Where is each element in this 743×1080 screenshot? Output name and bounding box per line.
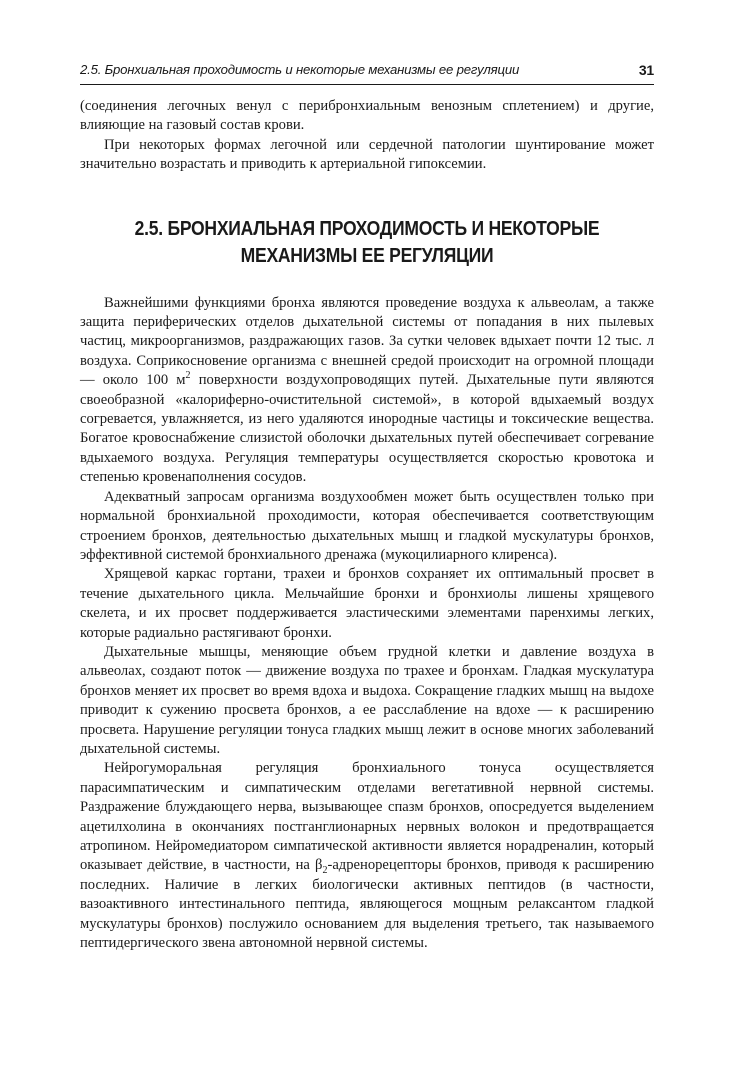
paragraph-3: Хрящевой каркас гортани, трахеи и бронхов сохраняет их оптимальный просвет в течение дыхательного цикла. Мельчайшие бронхи и бронхиолы лишены хрящевого скелета, и их просвет поддерживается эластическими элементами паренхимы легких, которые радиально растягивают бронхи. (80, 566, 654, 641)
running-head-title: 2.5. Бронхиальная проходимость и некоторые механизмы ее регуляции (80, 62, 520, 77)
section-body (80, 294, 654, 954)
paragraph-1-part-b: поверхности воздухопроводящих путей. Дыхательные пути являются своеобразной «калориферно-очистительной системой», в которой вдыхаемый воздух согревается, увлажняется, из него удаляются инородные частицы и токсические вещества. Богатое кровоснабжение слизистой оболочки дыхательных путей обеспечивает согревание вдыхаемого воздуха. Регуляция температуры осуществляется скоростью кровотока и степенью кровенаполнения сосудов. (80, 372, 654, 486)
section-heading-line-2: МЕХАНИЗМЫ ЕЕ РЕГУЛЯЦИИ (240, 244, 494, 267)
paragraph-5-part-a: Нейрогуморальная регуляция бронхиального тонуса осуществляется парасимпатическим и симпатическим отделами вегетативной нервной системы. Раздражение блуждающего нерва, вызывающее спазм бронхов, опосредуется выделением ацетилхолина в окончаниях постганглионарных нервных волокон и предотвращается атропином. Нейромедиатором симпатической активности является норадреналин, который оказывает действие, в частности, на β (80, 760, 654, 874)
paragraph-5-part-b: -адренорецепторы бронхов, приводя к расширению последних. Наличие в легких биологически активных пептидов (в частности, вазоактивного интестинального пептида, являющегося мощным релаксантом гладкой мускулатуры бронхов) послужило основанием для выделения третьего, так называемого пептидергического звена автономной нервной системы. (80, 857, 654, 952)
running-head (80, 62, 654, 85)
book-page (80, 62, 654, 953)
page-number: 31 (638, 62, 654, 78)
paragraph-4: Дыхательные мышцы, меняющие объем грудной клетки и давление воздуха в альвеолах, создают поток — движение воздуха по трахее и бронхам. Гладкая мускулатура бронхов меняет их просвет во время вдоха и выдоха. Сокращение гладких мышц на выдохе приводит к сужению просвета бронхов, а ее расслабление на вдохе — к расширению просвета. Нарушение регуляции тонуса гладких мышц лежит в основе многих заболеваний дыхательной системы. (80, 643, 654, 757)
subscript-2: 2 (322, 865, 328, 877)
paragraph-5 (80, 759, 654, 953)
superscript-2: 2 (185, 370, 191, 382)
paragraph-1-part-a: Важнейшими функциями бронха являются проведение воздуха к альвеолам, а также защита периферических отделов дыхательной системы от попадания в них пылевых частиц, микроорганизмов, раздражающих газов. За сутки человек вдыхает почти 12 тыс. л воздуха. Соприкосновение организма с внешней средой происходит на огромной площади — около 100 м (80, 294, 654, 389)
section-heading-line-1: 2.5. БРОНХИАЛЬНАЯ ПРОХОДИМОСТЬ И НЕКОТОРЫЕ (134, 217, 600, 240)
intro-paragraph-continued: (соединения легочных венул с перибронхиальным венозным сплетением) и другие, влияющие на газовый состав крови. (80, 98, 654, 134)
paragraph-2: Адекватный запросам организма воздухообмен может быть осуществлен только при нормальной бронхиальной проходимости, которая обеспечивается соответствующим строением бронхов, деятельностью дыхательных мышц и гладкой мускулатуры бронхов, эффективной системой бронхиального дренажа (мукоцилиарного клиренса). (80, 488, 654, 563)
paragraph-1 (80, 294, 654, 488)
section-heading (120, 216, 614, 270)
intro-text (80, 97, 654, 175)
intro-paragraph: При некоторых формах легочной или сердечной патологии шунтирование может значительно возрастать и приводить к артериальной гипоксемии. (80, 136, 654, 173)
